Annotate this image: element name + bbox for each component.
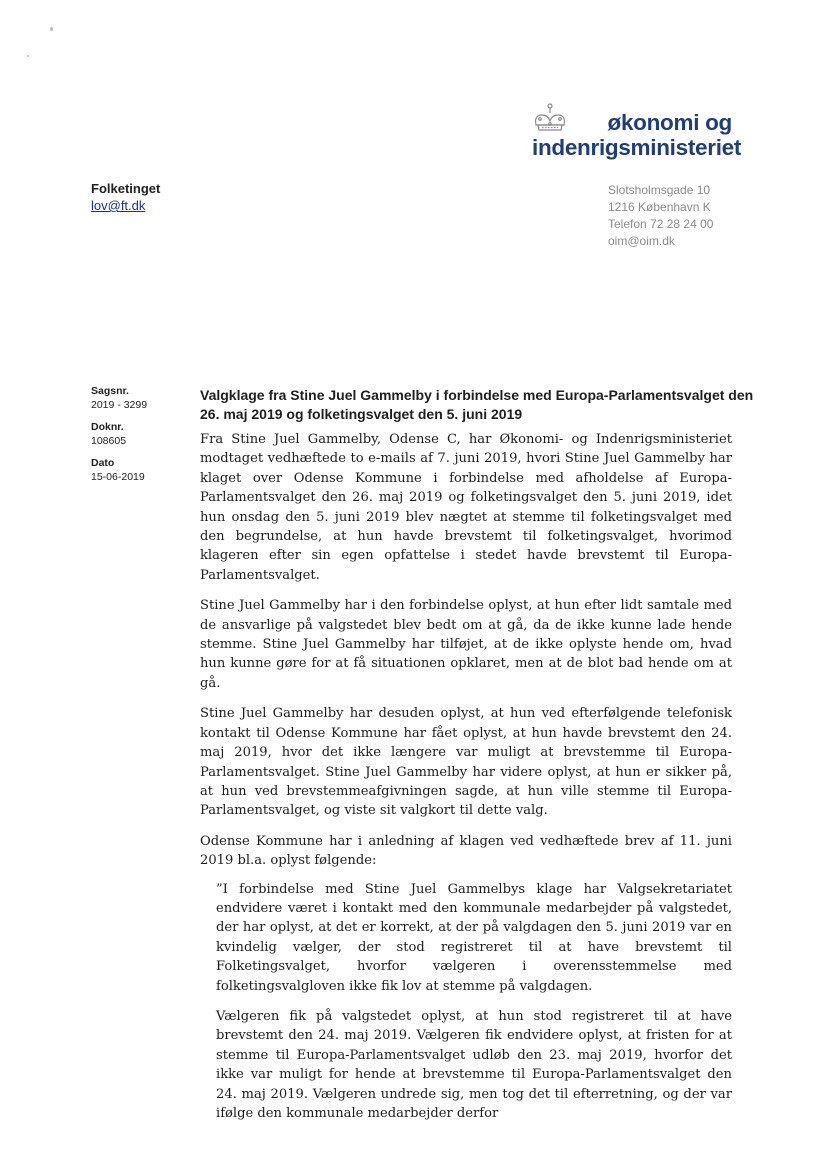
doknr-label: Doknr. xyxy=(91,421,124,433)
sender-address-block xyxy=(608,182,713,250)
sagsnr-label: Sagsnr. xyxy=(91,385,129,397)
letter-body xyxy=(200,430,732,1134)
body-paragraph: Odense Kommune har i anledning af klagen ved vedhæftede brev af 11. juni 2019 bl.a. oplyst følgende: xyxy=(200,833,732,869)
sender-phone: Telefon 72 28 24 00 xyxy=(608,217,714,231)
quoted-paragraph: Vælgeren fik på valgstedet oplyst, at hun stod registreret til at have brevstemt den 24. maj 2019. Vælgeren fik endvidere oplyst, at fristen for at stemme til Europa-Parlamentsvalget udløb den 23. maj 2019, hvorfor det ikke var muligt for hende at brevstemme til Europa-Parlamentsvalget den 24. maj 2019. Vælgeren undrede sig, men tog det til efterretning, og der var ifølge den kommunale medarbejder derfor xyxy=(216,1008,732,1121)
recipient-email-link[interactable]: lov@ft.dk xyxy=(91,198,146,213)
body-paragraph: Fra Stine Juel Gammelby, Odense C, har Økonomi- og Indenrigsministeriet modtaget vedhæftede to e-mails af 7. juni 2019, hvori Stine Juel Gammelby har klaget over Odense Kommune i forbindelse med afholdelse af Europa-Parlamentsvalget den 26. maj 2019 og folketingsvalget den 5. juni 2019, idet hun onsdag den 5. juni 2019 blev nægtet at stemme til folketingsvalget med den begrundelse, at hun havde brevstemt til folketingsvalget, hvorimod klageren efter sin egen opfattelse i stedet havde brevstemt til Europa-Parlamentsvalget. xyxy=(200,432,732,583)
scan-speck xyxy=(50,27,53,31)
sender-email: oim@oim.dk xyxy=(608,234,675,248)
body-paragraph: Stine Juel Gammelby har desuden oplyst, at hun ved efterfølgende telefonisk kontakt til Odense Kommune har fået oplyst, at hun havde brevstemt den 24. maj 2019, hvor det ikke længere var muligt at brevstemme til Europa-Parlamentsvalget. Stine Juel Gammelby har videre oplyst, at hun er sikker på, at hun ved brevstemmeafgivningen sagde, at hun ville stemme til Europa-Parlamentsvalget, og viste sit valgkort til dette valg. xyxy=(200,706,732,819)
dato-label: Dato xyxy=(91,457,115,469)
logo-line-1: økonomi og xyxy=(607,110,732,135)
scan-speck xyxy=(27,55,29,57)
sender-street: Slotsholmsgade 10 xyxy=(608,183,711,197)
letter-subject: Valgklage fra Stine Juel Gammelby i forbindelse med Europa-Parlamentsvalget den 26. maj 2019 og folketingsvalget den 5. juni 2019 xyxy=(200,387,754,422)
logo-line-2: indenrigsministeriet xyxy=(532,135,742,160)
ministry-logo-text xyxy=(532,110,742,160)
sender-city: 1216 København K xyxy=(608,200,711,214)
dato-value: 15-06-2019 xyxy=(91,470,145,483)
doknr-value: 108605 xyxy=(91,434,127,447)
body-paragraph: Stine Juel Gammelby har i den forbindelse oplyst, at hun efter lidt samtale med de ansvarlige på valgstedet blev bedt om at gå, da de ikke kunne lade hende stemme. Stine Juel Gammelby har tilføjet, at de ikke oplyste hende om, hvad hun kunne gøre for at få situationen opklaret, men at de blot bad hende om at gå. xyxy=(200,598,732,691)
quoted-paragraph: ”I forbindelse med Stine Juel Gammelbys klage har Valgsekretariatet endvidere været i kontakt med den kommunale medarbejder på valgstedet, der har oplyst, at det er korrekt, at der på valgdagen den 5. juni 2019 var en kvindelig vælger, der stod registreret til at have brevstemt til Folketingsvalget, hvorfor vælgeren i overensstemmelse med folketingsvalgloven ikke fik lov at stemme på valgdagen. xyxy=(216,881,732,994)
sagsnr-value: 2019 - 3299 xyxy=(91,398,148,411)
recipient-name: Folketinget xyxy=(91,181,161,196)
recipient-block xyxy=(91,180,160,214)
case-meta-block xyxy=(91,385,181,493)
